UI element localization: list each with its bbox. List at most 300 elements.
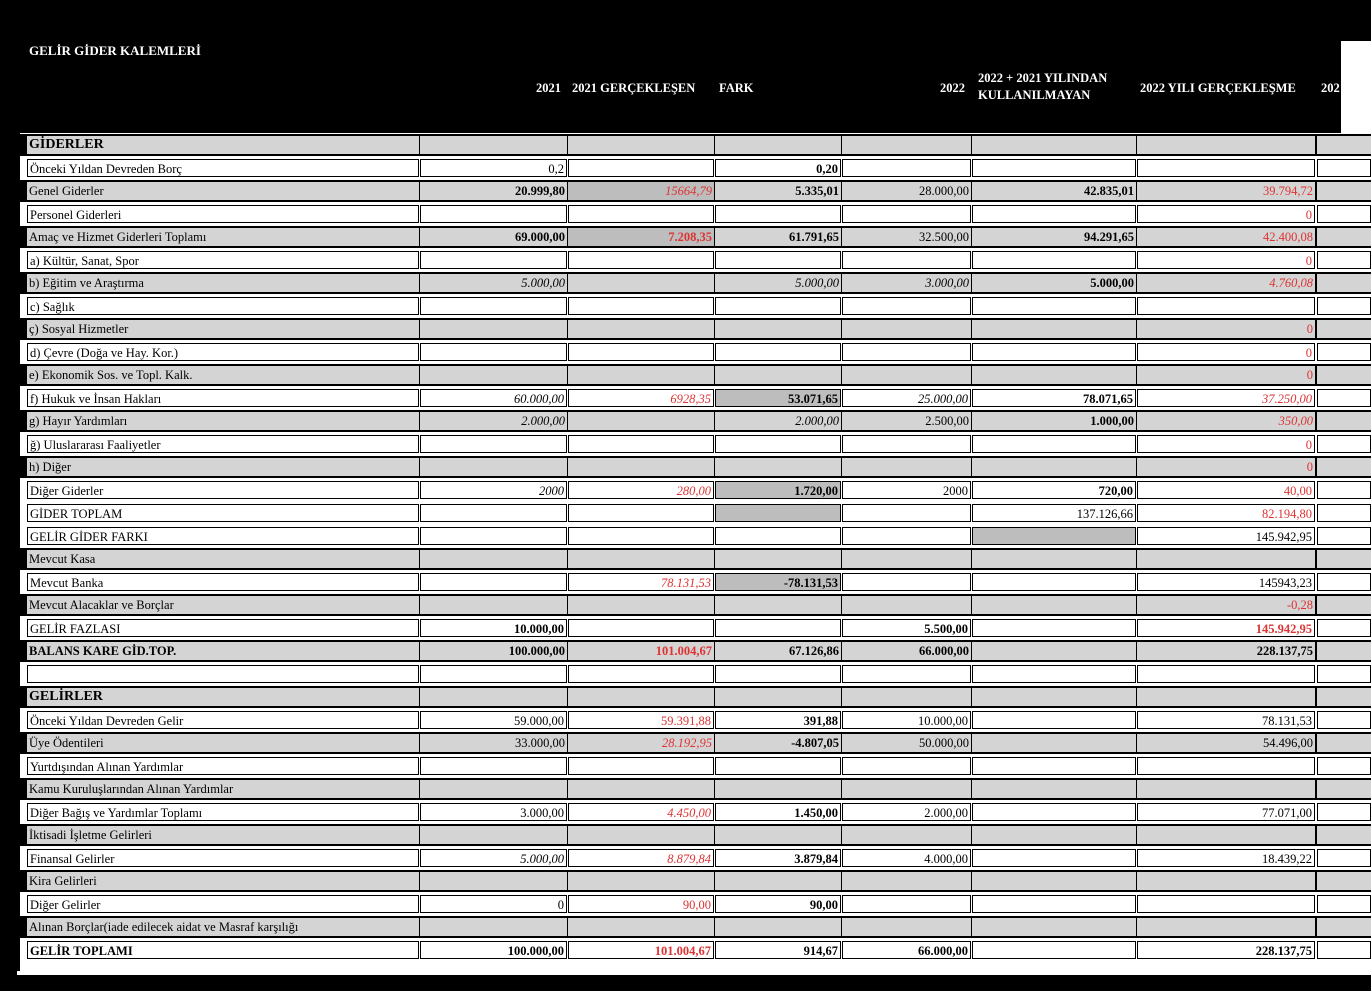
row-label: ğ) Uluslararası Faaliyetler [27, 435, 419, 453]
table-cell: 100.000,00 [420, 941, 567, 959]
table-cell [1317, 826, 1371, 844]
row-label: h) Diğer [27, 458, 419, 476]
table-cell: 66.000,00 [842, 642, 971, 660]
table-row [17, 479, 1371, 501]
table-cell [568, 343, 714, 361]
row-label: Mevcut Banka [27, 573, 419, 591]
sheet-right-edge [1341, 41, 1371, 66]
table-row [17, 203, 1371, 225]
table-cell [568, 596, 714, 614]
table-cell [972, 297, 1136, 315]
table-cell [972, 757, 1136, 775]
row-label: GİDER TOPLAM [27, 504, 419, 522]
table-cell [568, 251, 714, 269]
table-cell [715, 550, 841, 568]
table-cell: 2.000,00 [715, 412, 841, 430]
table-row [17, 755, 1371, 777]
row-label: GELİR FAZLASI [27, 619, 419, 637]
table-cell: 25.000,00 [842, 389, 971, 407]
table-cell [568, 665, 714, 683]
table-cell [420, 872, 567, 890]
table-cell [1317, 251, 1371, 269]
table-cell [842, 205, 971, 223]
row-label: f) Hukuk ve İnsan Hakları [27, 389, 419, 407]
table-cell [972, 527, 1136, 545]
table-cell: 3.000,00 [420, 803, 567, 821]
row-label: e) Ekonomik Sos. ve Topl. Kalk. [27, 366, 419, 384]
row-label: d) Çevre (Doğa ve Hay. Kor.) [27, 343, 419, 361]
table-cell: 28.192,95 [568, 734, 714, 752]
table-cell [568, 458, 714, 476]
table-cell [715, 918, 841, 936]
table-cell: 61.791,65 [715, 228, 841, 246]
table-cell [568, 274, 714, 292]
table-cell: 4.000,00 [842, 849, 971, 867]
table-cell [972, 550, 1136, 568]
header-2022-gerceklesme: 2022 YILI GERÇEKLEŞME [1140, 81, 1296, 95]
table-cell [972, 665, 1136, 683]
table-cell [842, 665, 971, 683]
table-row [17, 180, 1371, 202]
table-cell [420, 205, 567, 223]
table-cell [568, 550, 714, 568]
table-cell [420, 550, 567, 568]
table-cell [1317, 182, 1371, 200]
table-cell [1137, 688, 1315, 706]
table-cell: 32.500,00 [842, 228, 971, 246]
table-cell [715, 619, 841, 637]
table-cell [1317, 435, 1371, 453]
table-cell [420, 688, 567, 706]
table-cell [715, 297, 841, 315]
table-cell: 100.000,00 [420, 642, 567, 660]
table-cell [568, 757, 714, 775]
table-cell [420, 596, 567, 614]
table-cell: 78.131,53 [1137, 711, 1315, 729]
table-cell: 18.439,22 [1137, 849, 1315, 867]
table-row [17, 456, 1371, 478]
table-cell [972, 136, 1136, 154]
table-cell [568, 619, 714, 637]
table-cell: 2.000,00 [842, 803, 971, 821]
table-cell [1317, 159, 1371, 177]
table-cell [420, 757, 567, 775]
table-cell [568, 872, 714, 890]
table-row [17, 801, 1371, 823]
table-cell [972, 320, 1136, 338]
table-cell [420, 665, 567, 683]
table-cell: 6928,35 [568, 389, 714, 407]
table-row [17, 249, 1371, 271]
table-cell [842, 688, 971, 706]
table-cell: 78.071,65 [972, 389, 1136, 407]
table-cell [1137, 872, 1315, 890]
table-cell: 2.000,00 [420, 412, 567, 430]
header-2021: 2021 [536, 81, 561, 95]
row-label: BALANS KARE GİD.TOP. [27, 642, 419, 660]
table-cell: -78.131,53 [715, 573, 841, 591]
table-cell [842, 527, 971, 545]
table-cell [568, 504, 714, 522]
table-row [17, 387, 1371, 409]
table-row [17, 939, 1371, 961]
table-cell [715, 826, 841, 844]
table-cell: 40,00 [1137, 481, 1315, 499]
table-cell: 28.000,00 [842, 182, 971, 200]
table-cell: 2.500,00 [842, 412, 971, 430]
table-cell [842, 573, 971, 591]
table-cell [568, 159, 714, 177]
table-row [17, 732, 1371, 754]
table-cell: 5.000,00 [715, 274, 841, 292]
table-cell [1317, 711, 1371, 729]
table-cell: 101.004,67 [568, 941, 714, 959]
row-label: a) Kültür, Sanat, Spor [27, 251, 419, 269]
table-cell [715, 343, 841, 361]
table-cell [715, 136, 841, 154]
table-cell: 82.194,80 [1137, 504, 1315, 522]
table-cell [420, 343, 567, 361]
table-cell [420, 527, 567, 545]
table-cell: 0 [1137, 205, 1315, 223]
table-row [17, 341, 1371, 363]
table-cell [972, 895, 1136, 913]
table-row [17, 134, 1371, 156]
table-row [17, 870, 1371, 892]
row-label: Genel Giderler [27, 182, 419, 200]
table-cell: 145943,23 [1137, 573, 1315, 591]
table-cell [568, 688, 714, 706]
table-cell [715, 504, 841, 522]
table-cell [842, 297, 971, 315]
table-cell [715, 458, 841, 476]
table-cell [972, 366, 1136, 384]
table-cell: 145.942,95 [1137, 527, 1315, 545]
table-cell [568, 205, 714, 223]
table-cell [842, 159, 971, 177]
table-cell [568, 320, 714, 338]
table-cell: 720,00 [972, 481, 1136, 499]
table-cell [842, 872, 971, 890]
table-cell [420, 251, 567, 269]
row-label: Diğer Giderler [27, 481, 419, 499]
table-cell [842, 251, 971, 269]
table-row [17, 617, 1371, 639]
table-cell [1317, 458, 1371, 476]
table-cell [972, 688, 1136, 706]
table-cell [715, 665, 841, 683]
table-cell [420, 780, 567, 798]
table-cell [972, 711, 1136, 729]
table-cell: 0,20 [715, 159, 841, 177]
table-cell [1317, 550, 1371, 568]
table-cell: 8.879,84 [568, 849, 714, 867]
table-cell [1137, 918, 1315, 936]
page-title: GELİR GİDER KALEMLERİ [29, 43, 201, 58]
table-cell: 59.000,00 [420, 711, 567, 729]
table-cell: 228.137,75 [1137, 941, 1315, 959]
table-row [17, 709, 1371, 731]
table-cell [568, 136, 714, 154]
table-header [20, 41, 1341, 133]
table-cell: 5.000,00 [420, 849, 567, 867]
row-label: GELİRLER [27, 688, 419, 706]
table-cell [1317, 619, 1371, 637]
row-label: Kira Gelirleri [27, 872, 419, 890]
table-cell: 228.137,75 [1137, 642, 1315, 660]
table-cell [568, 527, 714, 545]
table-cell [1317, 872, 1371, 890]
row-label: Diğer Gelirler [27, 895, 419, 913]
header-kullanilmayan-line1: 2022 + 2021 YILINDAN [978, 71, 1108, 85]
header-fark: FARK [719, 81, 754, 95]
table-row [17, 893, 1371, 915]
row-label: Yurtdışından Alınan Yardımlar [27, 757, 419, 775]
table-cell: 94.291,65 [972, 228, 1136, 246]
table-cell [972, 159, 1136, 177]
table-cell [972, 849, 1136, 867]
table-cell: 914,67 [715, 941, 841, 959]
table-cell: 15664,79 [568, 182, 714, 200]
table-cell [1317, 596, 1371, 614]
table-cell [842, 757, 971, 775]
row-label: Önceki Yıldan Devreden Gelir [27, 711, 419, 729]
spreadsheet [17, 41, 1371, 975]
table-cell [842, 343, 971, 361]
table-cell: 3.879,84 [715, 849, 841, 867]
table-cell [420, 297, 567, 315]
table-cell: 54.496,00 [1137, 734, 1315, 752]
table-cell [972, 734, 1136, 752]
table-cell [715, 435, 841, 453]
table-cell: 0 [1137, 251, 1315, 269]
table-cell [1317, 389, 1371, 407]
table-cell: 0 [1137, 366, 1315, 384]
table-cell [1137, 297, 1315, 315]
table-cell: 0 [420, 895, 567, 913]
row-label: Diğer Bağış ve Yardımlar Toplamı [27, 803, 419, 821]
table-cell [972, 205, 1136, 223]
table-cell [972, 941, 1136, 959]
table-cell [842, 918, 971, 936]
sheet-left-border [17, 41, 20, 971]
table-cell [568, 780, 714, 798]
table-cell: 20.999,80 [420, 182, 567, 200]
table-row [17, 571, 1371, 593]
table-cell [842, 550, 971, 568]
table-cell: 60.000,00 [420, 389, 567, 407]
table-cell [420, 320, 567, 338]
table-cell [842, 458, 971, 476]
table-cell [972, 596, 1136, 614]
table-cell [1137, 550, 1315, 568]
table-cell [420, 366, 567, 384]
table-cell: 50.000,00 [842, 734, 971, 752]
table-cell [1317, 412, 1371, 430]
table-cell [715, 596, 841, 614]
table-cell [568, 412, 714, 430]
table-cell [972, 343, 1136, 361]
table-row [17, 686, 1371, 708]
table-cell [842, 504, 971, 522]
table-row [17, 824, 1371, 846]
table-cell [1317, 895, 1371, 913]
table-cell [972, 573, 1136, 591]
table-cell [1317, 803, 1371, 821]
table-cell [420, 826, 567, 844]
table-cell [1137, 895, 1315, 913]
table-cell [1317, 665, 1371, 683]
table-cell [842, 895, 971, 913]
table-cell: 66.000,00 [842, 941, 971, 959]
header-2022: 2022 [940, 81, 965, 95]
table-row [17, 847, 1371, 869]
table-cell [972, 435, 1136, 453]
table-cell [1317, 228, 1371, 246]
table-cell [972, 619, 1136, 637]
table-cell: 5.500,00 [842, 619, 971, 637]
row-label: Üye Ödentileri [27, 734, 419, 752]
table-cell [1317, 343, 1371, 361]
row-label: b) Eğitim ve Araştırma [27, 274, 419, 292]
table-cell [1317, 757, 1371, 775]
table-cell [842, 780, 971, 798]
table-cell [842, 596, 971, 614]
row-label: Kamu Kuruluşlarından Alınan Yardımlar [27, 780, 419, 798]
header-next-column: 202 [1321, 81, 1340, 95]
table-row [17, 226, 1371, 248]
row-label: Amaç ve Hizmet Giderleri Toplamı [27, 228, 419, 246]
row-label: Önceki Yıldan Devreden Borç [27, 159, 419, 177]
table-cell [420, 136, 567, 154]
table-row [17, 502, 1371, 524]
table-cell: 77.071,00 [1137, 803, 1315, 821]
row-label: İktisadi İşletme Gelirleri [27, 826, 419, 844]
table-cell [972, 780, 1136, 798]
table-row [17, 295, 1371, 317]
header-2021-gerceklesen: 2021 GERÇEKLEŞEN [572, 81, 696, 95]
table-cell: 145.942,95 [1137, 619, 1315, 637]
table-cell: 7.208,35 [568, 228, 714, 246]
table-cell [1317, 527, 1371, 545]
table-cell: 5.335,01 [715, 182, 841, 200]
table-row [17, 778, 1371, 800]
table-cell [842, 136, 971, 154]
row-label: GİDERLER [27, 136, 419, 154]
table-cell [972, 251, 1136, 269]
table-cell [972, 458, 1136, 476]
table-cell [1317, 918, 1371, 936]
table-cell [715, 780, 841, 798]
row-label: Personel Giderleri [27, 205, 419, 223]
table-cell [568, 366, 714, 384]
header-kullanilmayan-line2: KULLANILMAYAN [978, 88, 1091, 102]
table-cell [1317, 642, 1371, 660]
table-cell: 4.760,08 [1137, 274, 1315, 292]
table-cell [972, 918, 1136, 936]
table-cell [972, 826, 1136, 844]
row-label: c) Sağlık [27, 297, 419, 315]
table-cell: 0 [1137, 343, 1315, 361]
table-cell [715, 527, 841, 545]
table-cell: -0,28 [1137, 596, 1315, 614]
table-cell: 0 [1137, 320, 1315, 338]
row-label: g) Hayır Yardımları [27, 412, 419, 430]
table-cell [972, 642, 1136, 660]
row-label: Mevcut Kasa [27, 550, 419, 568]
table-cell [420, 918, 567, 936]
table-cell [1317, 320, 1371, 338]
table-cell: 2000 [842, 481, 971, 499]
table-cell [1317, 297, 1371, 315]
table-cell [1317, 504, 1371, 522]
table-cell: 42.400,08 [1137, 228, 1315, 246]
table-cell [972, 803, 1136, 821]
row-label: GELİR GİDER FARKI [27, 527, 419, 545]
table-cell [568, 918, 714, 936]
table-cell: -4.807,05 [715, 734, 841, 752]
table-cell [715, 251, 841, 269]
table-cell: 42.835,01 [972, 182, 1136, 200]
table-cell [1317, 573, 1371, 591]
row-label: GELİR TOPLAMI [27, 941, 419, 959]
table-row [17, 272, 1371, 294]
table-row [17, 640, 1371, 662]
table-cell: 5.000,00 [420, 274, 567, 292]
table-cell: 67.126,86 [715, 642, 841, 660]
table-cell [568, 826, 714, 844]
table-row [17, 916, 1371, 938]
table-cell [1317, 366, 1371, 384]
table-cell: 391,88 [715, 711, 841, 729]
row-label [27, 665, 419, 683]
table-cell: 0,2 [420, 159, 567, 177]
table-cell [1137, 665, 1315, 683]
table-cell [715, 366, 841, 384]
table-cell: 10.000,00 [842, 711, 971, 729]
table-row [17, 364, 1371, 386]
table-cell [1137, 826, 1315, 844]
table-cell [842, 320, 971, 338]
table-row [17, 594, 1371, 616]
table-cell: 90,00 [568, 895, 714, 913]
table-cell [842, 366, 971, 384]
table-row [17, 410, 1371, 432]
table-cell [420, 573, 567, 591]
table-row [17, 433, 1371, 455]
table-cell [1137, 136, 1315, 154]
table-cell [1317, 136, 1371, 154]
table-cell [568, 297, 714, 315]
table-cell [715, 757, 841, 775]
table-cell: 10.000,00 [420, 619, 567, 637]
table-cell: 90,00 [715, 895, 841, 913]
table-cell: 0 [1137, 458, 1315, 476]
table-cell: 137.126,66 [972, 504, 1136, 522]
table-cell [1317, 205, 1371, 223]
table-cell [1317, 849, 1371, 867]
row-label: Finansal Gelirler [27, 849, 419, 867]
table-cell [842, 826, 971, 844]
table-cell: 101.004,67 [568, 642, 714, 660]
table-cell: 37.250,00 [1137, 389, 1315, 407]
table-cell: 69.000,00 [420, 228, 567, 246]
table-row [17, 663, 1371, 685]
table-cell: 78.131,53 [568, 573, 714, 591]
table-cell: 1.000,00 [972, 412, 1136, 430]
table-cell [1317, 734, 1371, 752]
table-cell: 350,00 [1137, 412, 1315, 430]
